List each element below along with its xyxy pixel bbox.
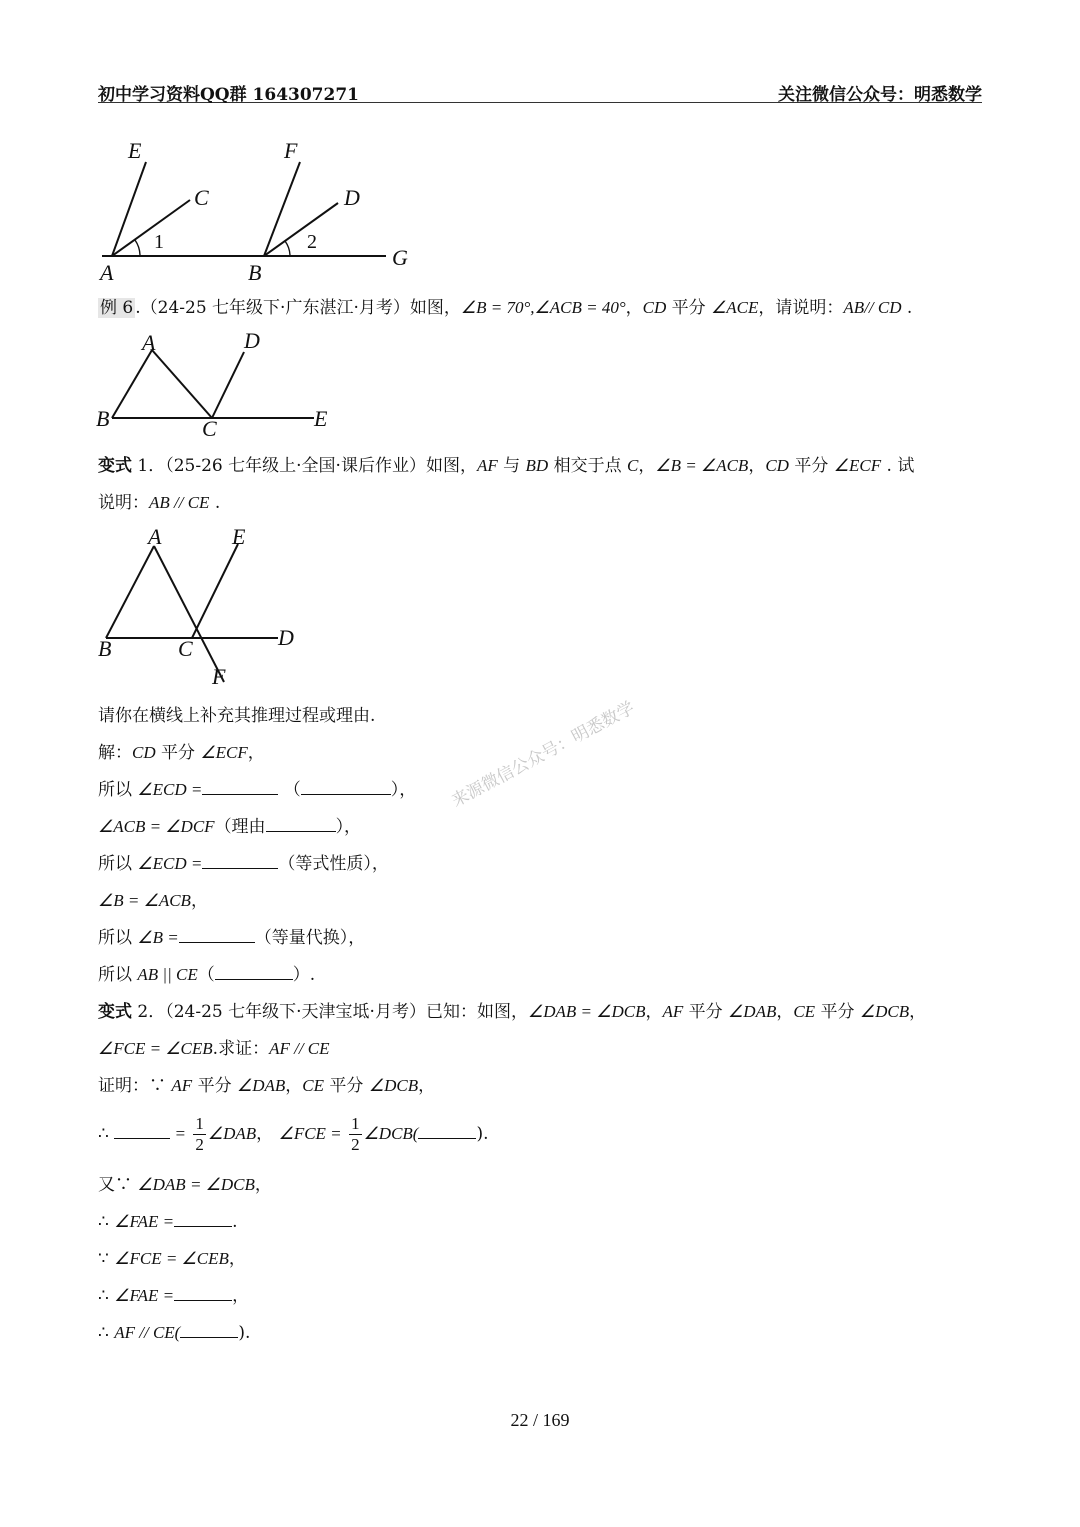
fill-step-2: 所以 ∠ECD = （ ）， [98, 780, 417, 800]
reason-blank[interactable] [301, 778, 391, 795]
fill-step-3: ∠ACB = ∠DCF（理由 ）， [98, 817, 362, 837]
proof-step-5: ∵ ∠FCE = ∠CEB， [98, 1249, 246, 1269]
header-left-text: 初中学习资料QQ群 164307271 [98, 85, 359, 105]
ray-ac [112, 200, 190, 256]
proof-step-4: ∴ ∠FAE = . [98, 1212, 238, 1232]
label-c: C [202, 416, 217, 441]
proof-step-6: ∴ ∠FAE = ， [98, 1286, 250, 1306]
label-a: A [148, 524, 162, 549]
example-6-statement: 例 6 .（24-25 七年级下·广东湛江·月考）如图，∠B = 70°,∠ACB = 40°，CD 平分 ∠ACE，请说明：AB// CD . [100, 298, 913, 318]
label-g: G [392, 245, 408, 270]
answer-blank[interactable] [174, 1284, 232, 1301]
seg-ba [112, 350, 152, 418]
line-af [154, 546, 224, 682]
label-angle-2: 2 [307, 231, 317, 253]
proof-step-1: 证明：∵ AF 平分 ∠DAB，CE 平分 ∠DCB， [98, 1076, 436, 1096]
page-header [98, 78, 982, 103]
answer-blank[interactable] [174, 1210, 232, 1227]
answer-blank[interactable] [202, 852, 278, 869]
variant-2-statement-line-2: ∠FCE = ∠CEB.求证：AF // CE [98, 1039, 330, 1059]
page-number: 22 / 169 [510, 1410, 570, 1430]
fill-step-1: 解：CD 平分 ∠ECF， [98, 743, 265, 763]
label-b: B [96, 406, 110, 431]
answer-blank[interactable] [202, 778, 278, 795]
header-right-text: 关注微信公众号：明悉数学 [778, 85, 982, 105]
reason-blank[interactable] [215, 963, 293, 980]
label-b: B [98, 636, 112, 661]
variant-2-statement-line-1: 变式 2．（24-25 七年级下·天津宝坻·月考）已知：如图，∠DAB = ∠DCB，AF 平分 ∠DAB，CE 平分 ∠DCB， [98, 1002, 927, 1022]
label-e: E [128, 138, 142, 163]
fill-step-7: 所以 AB || CE（ ）. [98, 965, 316, 985]
label-d: D [344, 185, 360, 210]
label-e: E [314, 406, 328, 431]
watermark: 来源微信公众号：明悉数学 [448, 697, 638, 812]
label-f: F [284, 138, 298, 163]
ray-ae [112, 162, 146, 256]
label-c: C [178, 636, 193, 661]
fill-step-6: 所以 ∠B = （等量代换）， [98, 928, 366, 948]
fill-step-5: ∠B = ∠ACB， [98, 891, 208, 911]
label-d: D [278, 625, 294, 650]
label-f: F [212, 664, 226, 689]
label-b: B [248, 260, 262, 285]
reason-blank[interactable] [180, 1321, 238, 1338]
example-tag: 例 6 [100, 298, 134, 318]
variant-tag: 变式 [98, 456, 132, 476]
seg-ba [106, 546, 154, 638]
proof-step-3: 又∵ ∠DAB = ∠DCB， [98, 1175, 272, 1195]
fraction-one-half: $\frac{1}{2}$ [351, 1114, 360, 1154]
label-c: C [194, 185, 209, 210]
arc-angle-1 [135, 240, 140, 256]
fraction-one-half: $\frac{1}{2}$ [195, 1114, 204, 1154]
label-a: A [100, 260, 114, 285]
reason-blank[interactable] [266, 815, 336, 832]
variant-tag: 变式 [98, 1002, 132, 1022]
figure-angles-1-2 [90, 130, 430, 294]
figure-variant-1 [92, 524, 312, 698]
label-angle-1: 1 [154, 231, 164, 253]
label-e: E [232, 524, 246, 549]
variant-1-statement-line-2: 说明：AB // CE . [98, 493, 221, 513]
fill-step-4: 所以 ∠ECD = （等式性质）， [98, 854, 389, 874]
proof-step-2: ∴ = $\frac{1}{2}$ ∠DAB， ∠FCE = $\frac{1}{2}$ ∠DCB( ). [98, 1114, 489, 1154]
label-d: D [244, 330, 260, 353]
reason-blank[interactable] [418, 1122, 476, 1139]
variant-1-statement-line-1: 变式 1．（25-26 七年级上·全国·课后作业）如图，AF 与 BD 相交于点 C，∠B = ∠ACB，CD 平分 ∠ECF . 试 [98, 456, 915, 476]
label-a: A [142, 330, 156, 355]
figure-example-6 [92, 330, 342, 446]
answer-blank[interactable] [114, 1122, 170, 1139]
ray-cd [212, 352, 244, 418]
proof-step-7: ∴ AF // CE( ). [98, 1323, 251, 1343]
ray-ce [192, 544, 238, 638]
arc-angle-2 [285, 241, 290, 256]
answer-blank[interactable] [179, 926, 255, 943]
fill-intro: 请你在横线上补充其推理过程或理由. [98, 706, 376, 726]
seg-ac [152, 350, 212, 418]
